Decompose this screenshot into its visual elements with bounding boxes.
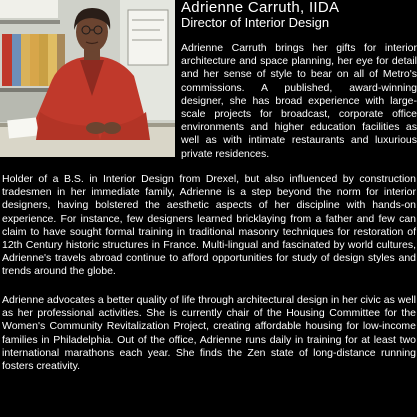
portrait-photo: [0, 0, 175, 157]
person-name: Adrienne Carruth, IIDA: [181, 0, 340, 16]
bio-paragraph-2: [2, 294, 416, 373]
bio-intro: [181, 42, 417, 161]
bio-paragraph-1-text: Holder of a B.S. in Interior Design from Drexel, but also influenced by construction tradesmen in her immediate family, Adrienne is a step beyond the norm for interior designers, having bolstered the aesthetic aspects of her discipline with hands-on experience. For instance, few designers learned bricklaying from a father and few can claim to have sought formal training in traditional masonry techniques for restoration of 12th Century historic structures in France. Multi-lingual and fascinated by world cultures, Adrienne's travels abroad continue to afford opportunities for study of design styles and trends around the globe.: [2, 173, 416, 278]
bio-intro-text: Adrienne Carruth brings her gifts for interior architecture and space planning, her eye for detail and her sense of style to bear on all of Metro's commissions. A published, award-winning designer, she has broad experience with large-scale projects for broadcast, corporate office environments and higher education facilities as well as with intimate restaurants and luxurious private residences.: [181, 42, 417, 160]
bio-paragraph-2-text: Adrienne advocates a better quality of life through architectural design in her civic as well as her professional activities. She is currently chair of the Housing Committee for the Women's Community Revitalization Project, creating affordable housing for low-income families in Philadelphia. Out of the office, Adrienne runs daily in training for at least two international marathons each year. She finds the Zen state of long-distance running fosters creativity.: [2, 294, 416, 373]
job-title: Director of Interior Design: [181, 15, 330, 30]
portrait-illustration: [0, 0, 175, 157]
bio-paragraph-1: [2, 173, 416, 279]
header: [181, 0, 417, 31]
